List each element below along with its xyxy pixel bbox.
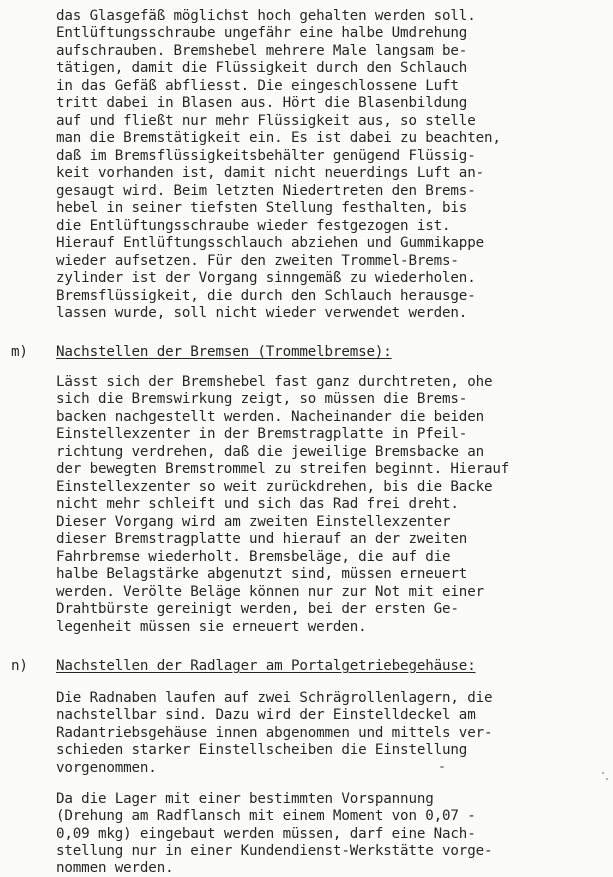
text-line: nachstellbar sind. Dazu wird der Einstelldeckel am: [56, 707, 476, 723]
text-line: backen nachgestellt werden. Nacheinander die beiden: [56, 409, 484, 425]
text-line: legenheit müssen sie erneuert werden.: [56, 619, 367, 635]
section-m-title: Nachstellen der Bremsen (Trommelbremse):: [56, 344, 392, 360]
text-line: Entlüftungsschraube ungefähr eine halbe Umdrehung: [56, 25, 468, 41]
text-line: Fahrbremse wiederholt. Bremsbeläge, die auf die: [56, 549, 451, 565]
text-line: daß im Bremsflüssigkeitsbehälter genügend Flüssig-: [56, 148, 476, 164]
text-line: Einstellexzenter so weit zurückdrehen, bis die Backe: [56, 479, 493, 495]
text-line: das Glasgefäß möglichst hoch gehalten werden soll.: [56, 8, 476, 24]
text-line: dieser Bremstragplatte und hierauf an der zweiten: [56, 531, 468, 547]
text-line: in das Gefäß abfliesst. Die eingeschlossene Luft: [56, 78, 459, 94]
section-n-title: Nachstellen der Radlager am Portalgetriebegehäuse:: [56, 658, 476, 674]
text-line: aufschrauben. Bremshebel mehrere Male langsam be-: [56, 43, 468, 59]
text-line: vorgenommen.: [56, 760, 157, 776]
text-line: (Drehung am Radflansch mit einem Moment von 0,07 -: [56, 808, 476, 824]
text-line: stellung nur in einer Kundendienst-Werkstätte vorge-: [56, 843, 493, 859]
text-line: Radantriebsgehäuse innen abgenommen und mittels ver-: [56, 725, 493, 741]
text-line: zylinder ist der Vorgang sinngemäß zu wiederholen.: [56, 270, 476, 286]
text-line: halbe Belagstärke abgenutzt sind, müssen erneuert: [56, 566, 468, 582]
text-line: tritt dabei in Blasen aus. Hört die Blasenbildung: [56, 95, 468, 111]
section-n-label: n): [11, 658, 28, 674]
text-line: Lässt sich der Bremshebel fast ganz durchtreten, ohe: [56, 374, 493, 390]
text-line: lassen wurde, soll nicht wieder verwendet werden.: [56, 305, 468, 321]
text-line: gesaugt wird. Beim letzten Niedertreten den Brems-: [56, 183, 476, 199]
text-line: der bewegten Bremstrommel zu streifen beginnt. Hierauf: [56, 461, 510, 477]
text-line: Da die Lager mit einer bestimmten Vorspannung: [56, 791, 434, 807]
text-line: hebel in seiner tiefsten Stellung festhalten, bis: [56, 200, 468, 216]
text-line: die Entlüftungsschraube wieder festgezogen ist.: [56, 218, 451, 234]
section-m-label: m): [11, 344, 28, 360]
text-line: wieder aufsetzen. Für den zweiten Trommel-Brems-: [56, 253, 459, 269]
text-line: schieden starker Einstellscheiben die Einstellung: [56, 742, 468, 758]
text-line: nommen werden.: [56, 860, 174, 876]
text-line: richtung verdrehen, daß die jeweilige Bremsbacke an: [56, 444, 484, 460]
text-line: Einstellexzenter in der Bremstragplatte in Pfeil-: [56, 426, 468, 442]
scan-speck: [602, 772, 604, 774]
text-line: Bremsflüssigkeit, die durch den Schlauch herausge-: [56, 288, 476, 304]
text-line: nicht mehr schleift und sich das Rad frei dreht.: [56, 496, 459, 512]
text-line: sich die Bremswirkung zeigt, so müssen die Brems-: [56, 391, 468, 407]
text-line: keit vorhanden ist, damit nicht neuerdings Luft an-: [56, 165, 484, 181]
text-line: 0,09 mkg) eingebaut werden müssen, darf eine Nach-: [56, 826, 476, 842]
text-line: auf und fließt nur mehr Flüssigkeit aus, so stelle: [56, 113, 476, 129]
text-line: Dieser Vorgang wird am zweiten Einstellexzenter: [56, 514, 451, 530]
text-line: Die Radnaben laufen auf zwei Schrägrollenlagern, die: [56, 690, 493, 706]
text-line: Hierauf Entlüftungsschlauch abziehen und Gummikappe: [56, 235, 484, 251]
text-line: man die Bremstätigkeit ein. Es ist dabei zu beachten,: [56, 130, 501, 146]
scan-speck: [440, 766, 444, 768]
text-line: werden. Verölte Beläge können nur zur Not mit einer: [56, 584, 484, 600]
text-line: tätigen, damit die Flüssigkeit durch den Schlauch: [56, 60, 468, 76]
text-line: Drahtbürste gereinigt werden, bei der ersten Ge-: [56, 601, 459, 617]
scan-speck: [606, 778, 608, 780]
